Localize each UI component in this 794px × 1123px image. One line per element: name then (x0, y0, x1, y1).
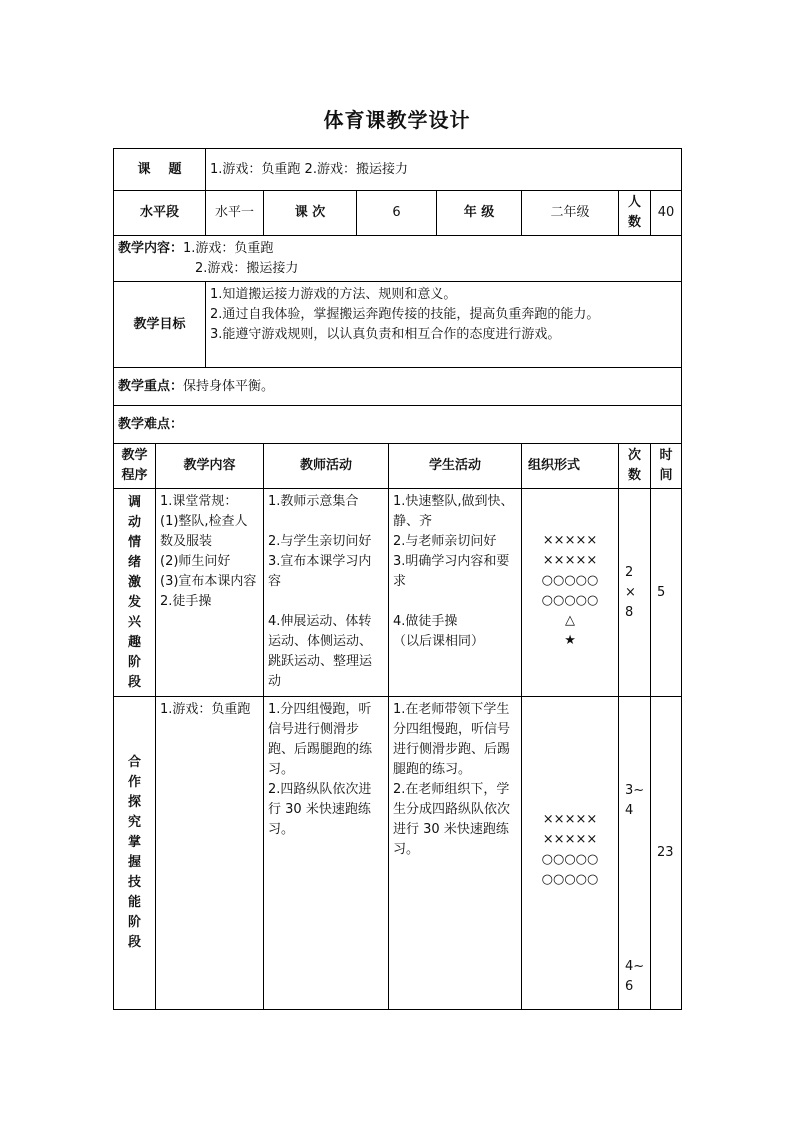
key-point-cell (114, 368, 682, 406)
info-row (114, 191, 682, 236)
stage-teacher (264, 489, 389, 697)
difficulty-row (114, 406, 682, 444)
times-value: 3~ (625, 783, 645, 798)
objectives-label: 教学目标 (114, 282, 206, 368)
session-value: 6 (357, 191, 437, 236)
formation-row: ○○○○○ (541, 593, 599, 608)
content-row (114, 236, 682, 282)
formation-row: ××××× (542, 832, 598, 847)
stage-time: 5 (651, 489, 682, 697)
stage-teacher (264, 697, 389, 1010)
objectives-list (206, 282, 682, 368)
stage-times (619, 489, 651, 697)
formation-row: ××××× (542, 812, 598, 827)
teacher-item: 1.教师示意集合 (268, 494, 359, 509)
objective-item: 1.知道搬运接力游戏的方法、规则和意义。 (210, 287, 457, 302)
session-label: 课 次 (264, 191, 357, 236)
header-organization: 组织形式 (522, 444, 619, 489)
difficulty-label: 教学难点： (118, 416, 184, 432)
stage-times (619, 697, 651, 1010)
teacher-item: 3.宣布本课学习内容 (268, 554, 372, 589)
header-time: 时间 (651, 444, 682, 489)
stage-row (114, 489, 682, 697)
teacher-item: 1.分四组慢跑，听信号进行侧滑步跑、后踢腿跑的练习。 (268, 702, 373, 777)
stage-content (156, 489, 264, 697)
objective-item: 3.能遵守游戏规则，以认真负责和相互合作的态度进行游戏。 (210, 327, 561, 342)
header-content: 教学内容 (156, 444, 264, 489)
topic-value: 1.游戏：负重跑 2.游戏：搬运接力 (206, 149, 682, 191)
content-item: (1)整队,检查人数及服装 (160, 514, 248, 549)
stage-content: 1.游戏：负重跑 (156, 697, 264, 1010)
student-item: 4.做徒手操 (393, 614, 458, 629)
stage-formation (522, 697, 619, 1010)
key-point-row (114, 368, 682, 406)
content-item: 2.徒手操 (160, 594, 212, 609)
stage-row (114, 697, 682, 1010)
times-value: 4~ (625, 959, 645, 974)
teacher-item: 2.四路纵队依次进行 30 米快速跑练习。 (268, 782, 372, 837)
student-item: 3.明确学习内容和要求 (393, 554, 510, 589)
schedule-header-row (114, 444, 682, 489)
level-value: 水平一 (206, 191, 264, 236)
lesson-plan-table (113, 148, 682, 1010)
content-cell (114, 236, 682, 282)
teacher-item: 2.与学生亲切问好 (268, 534, 372, 549)
count-value: 40 (651, 191, 682, 236)
student-item: 1.快速整队,做到快、静、齐 (393, 494, 514, 529)
formation-row: ○○○○○ (541, 573, 599, 588)
times-value: 6 (625, 979, 634, 994)
times-value: × (625, 584, 636, 600)
triangle-icon: △ (565, 613, 576, 628)
student-item: 2.在老师组织下，学生分成四路纵队依次进行 30 米快速跑练习。 (393, 782, 511, 857)
header-times: 次数 (619, 444, 651, 489)
difficulty-cell (114, 406, 682, 444)
document-title: 体育课教学设计 (323, 108, 471, 132)
times-value: 2 (625, 564, 634, 580)
formation-row: ××××× (542, 533, 598, 548)
star-icon: ★ (564, 633, 576, 648)
grade-label: 年 级 (437, 191, 522, 236)
formation-row: ○○○○○ (541, 872, 599, 887)
stage-name: 调动情绪激发兴趣阶段 (114, 489, 156, 697)
content-line-2: 2.游戏：搬运接力 (195, 261, 299, 276)
student-item: 2.与老师亲切问好 (393, 534, 497, 549)
grade-value: 二年级 (522, 191, 619, 236)
stage-time: 23 (651, 697, 682, 1010)
stage-name: 合作探究掌握技能阶段 (114, 697, 156, 1010)
level-label: 水平段 (114, 191, 206, 236)
content-item: 1.课堂常规： (160, 494, 238, 509)
formation-row: ××××× (542, 553, 598, 568)
topic-row (114, 149, 682, 191)
key-point-label: 教学重点： (118, 378, 184, 394)
student-item: （以后课相同） (393, 634, 485, 649)
objectives-row (114, 282, 682, 368)
key-point-value: 保持身体平衡。 (183, 378, 275, 394)
topic-label: 课 题 (114, 149, 206, 191)
content-line-1: 1.游戏：负重跑 (183, 241, 274, 256)
header-student: 学生活动 (389, 444, 522, 489)
count-label: 人 数 (619, 191, 651, 236)
teacher-item: 4.伸展运动、体转运动、体侧运动、跳跃运动、整理运动 (268, 614, 373, 689)
student-item: 1.在老师带领下学生分四组慢跑，听信号进行侧滑步跑、后踢腿跑的练习。 (393, 702, 511, 777)
formation-row: ○○○○○ (541, 852, 599, 867)
content-label: 教学内容： (118, 241, 184, 256)
stage-student (389, 697, 522, 1010)
header-teacher: 教师活动 (264, 444, 389, 489)
times-value: 4 (625, 803, 634, 818)
objective-item: 2.通过自我体验，掌握搬运奔跑传接的技能，提高负重奔跑的能力。 (210, 307, 600, 322)
content-item: (2)师生问好 (160, 554, 231, 569)
stage-formation (522, 489, 619, 697)
content-item: (3)宣布本课内容 (160, 574, 257, 589)
times-value: 8 (625, 604, 634, 620)
header-procedure: 教学程序 (114, 444, 156, 489)
stage-student (389, 489, 522, 697)
